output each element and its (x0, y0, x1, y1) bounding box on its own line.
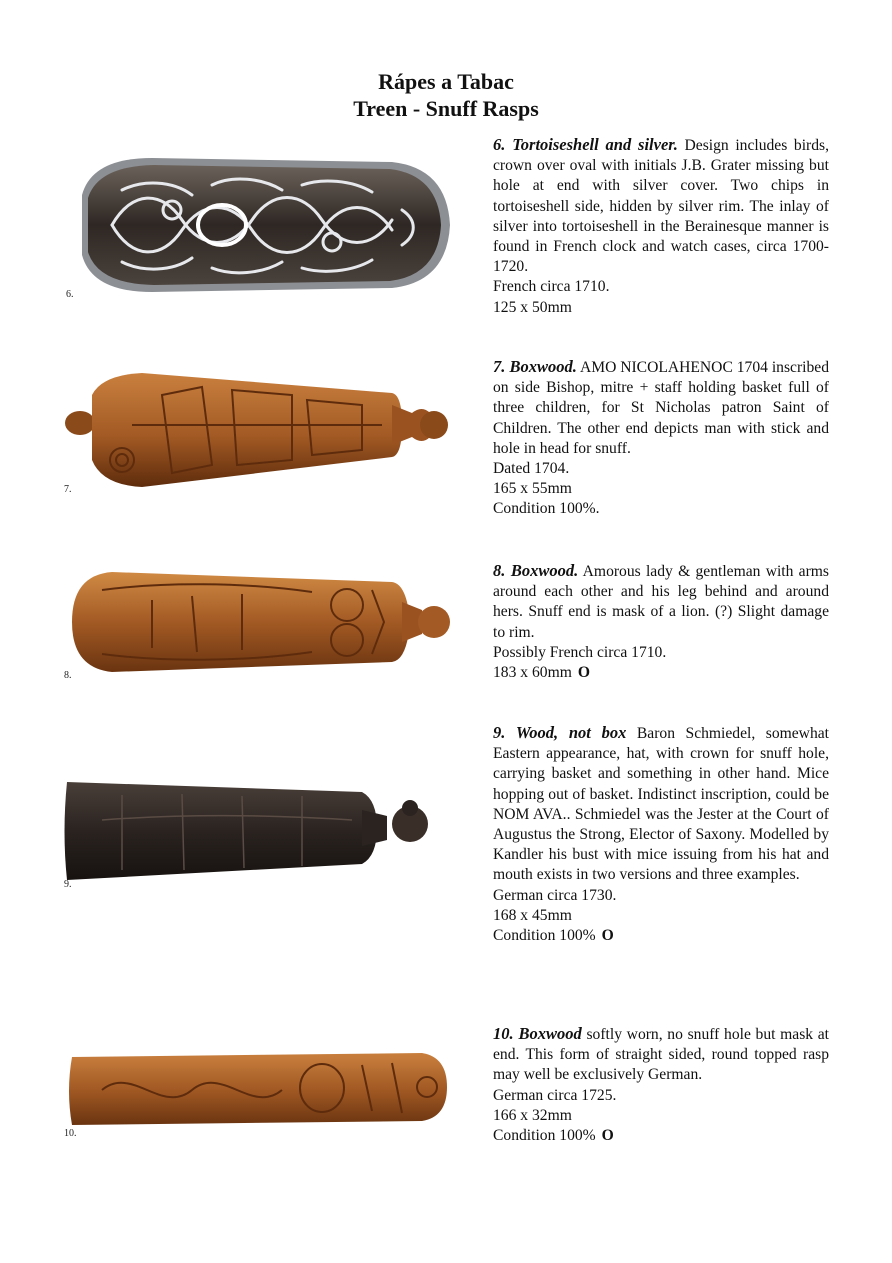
entry-8-heading: 8. Boxwood. (493, 561, 579, 580)
entry-8-mark: O (577, 664, 590, 682)
entry-8-description: Amorous lady & gentleman with arms around each other and his leg behind and around hers. Snuff end is mask of a lion. (?) Slight damage to rim. (493, 563, 829, 641)
rasp-image-8 (62, 560, 457, 685)
entry-9-text (493, 723, 829, 946)
entry-9-dimensions: 168 x 45mm (493, 906, 572, 924)
page-title: Rápes a Tabac (378, 69, 514, 94)
figure-number-8: 8. (64, 670, 72, 681)
entry-10-condition: Condition 100% (493, 1127, 596, 1145)
rasp-image-10 (62, 1045, 457, 1130)
entry-10-origin: German circa 1725. (493, 1086, 617, 1104)
entry-6-dimensions: 125 x 50mm (493, 298, 572, 316)
entry-10-heading: 10. Boxwood (493, 1024, 582, 1043)
figure-number-6: 6. (66, 289, 74, 300)
entry-8-origin: Possibly French circa 1710. (493, 643, 667, 661)
entry-7-origin: Dated 1704. (493, 460, 570, 478)
entry-7-condition: Condition 100%. (493, 500, 600, 518)
rasp-image-6 (62, 150, 457, 300)
entry-6-origin: French circa 1710. (493, 278, 610, 296)
entry-10-mark: O (601, 1127, 614, 1145)
page-subtitle: Treen - Snuff Rasps (353, 96, 539, 121)
entry-7-dimensions: 165 x 55mm (493, 480, 572, 498)
entry-7-text (493, 357, 829, 520)
entry-6-description: Design includes birds, crown over oval with initials J.B. Grater missing but hole at end with silver cover. Two chips in tortoiseshell side, hidden by silver rim. The inlay of silver into tortoiseshell in the Berainesque manner is found in French clock and watch cases, circa 1700-1720. (493, 137, 829, 276)
rasp-image-7 (62, 365, 457, 490)
entry-7-heading: 7. Boxwood. (493, 357, 577, 376)
entry-6-heading: 6. Tortoiseshell and silver. (493, 135, 678, 154)
entry-9-origin: German circa 1730. (493, 886, 617, 904)
entry-9-mark: O (601, 927, 614, 945)
rasp-image-9 (62, 770, 457, 890)
figure-number-7: 7. (64, 484, 72, 495)
figure-number-9: 9. (64, 879, 72, 890)
entry-10-text (493, 1024, 829, 1146)
figure-number-10: 10. (64, 1128, 77, 1139)
entry-8-text (493, 561, 829, 683)
entry-9-heading: 9. Wood, not box (493, 723, 627, 742)
entry-8-dimensions: 183 x 60mm (493, 664, 572, 682)
entry-9-condition: Condition 100% (493, 927, 596, 945)
entry-9-description: Baron Schmiedel, somewhat Eastern appearance, hat, with crown for snuff hole, carrying basket and something in other hand. Mice hopping out of basket. Indistinct inscription, could be NOM AVA.. Schmiedel was the Jester at the Court of Augustus the Strong, Elector of Saxony. Modelled by Kandler his bust with mice issuing from his hat and mouth exists in two versions and three examples. (493, 725, 829, 884)
entry-10-description: softly worn, no snuff hole but mask at end. This form of straight sided, round topped rasp may well be exclusively German. (493, 1026, 829, 1084)
entry-7-description: AMO NICOLAHENOC 1704 inscribed on side Bishop, mitre + staff holding basket full of three children, for St Nicholas patron Saint of Children. The other end depicts man with stick and hole in head for snuff. (493, 359, 829, 457)
entry-10-dimensions: 166 x 32mm (493, 1106, 572, 1124)
entry-6-text (493, 135, 829, 318)
